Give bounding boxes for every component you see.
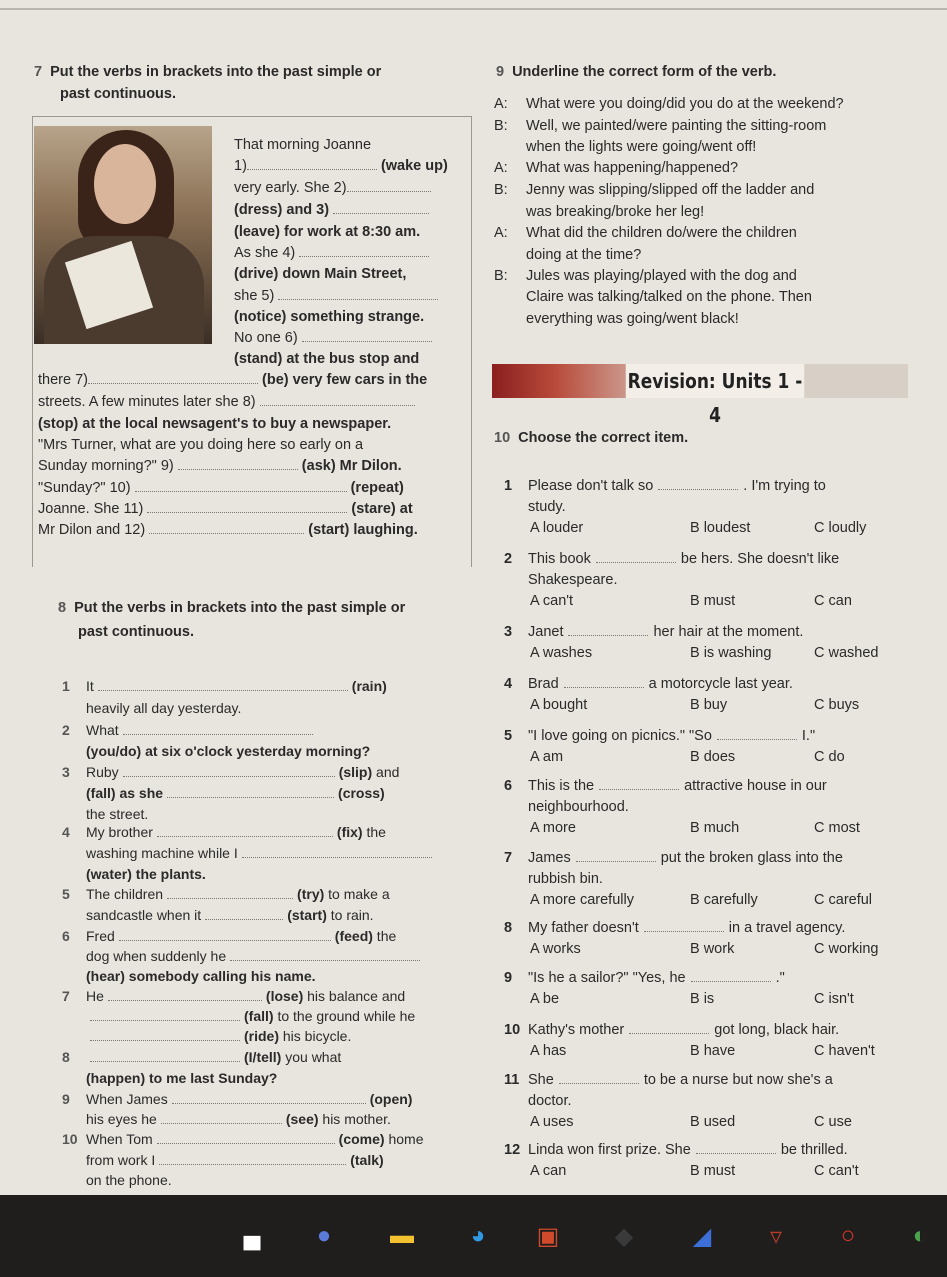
ex10-blank [564, 687, 644, 688]
ex10-item-number: 5 [504, 728, 513, 744]
ex8-verb: (see) [285, 1111, 319, 1127]
ex8-line [62, 946, 467, 967]
ex10-blank [596, 562, 676, 563]
ex8-line [62, 1047, 467, 1068]
ex8-tail: the [372, 928, 397, 944]
ex10-stem: This is the [528, 778, 595, 794]
ex8-verb: (fix) [336, 824, 363, 840]
ex10-option-b: B does [690, 749, 736, 765]
ex8-tail: to the ground while he [273, 1008, 416, 1024]
ex10-option-c: C careful [814, 892, 873, 908]
ex10-stem-cont: doctor. [528, 1093, 572, 1109]
ex10-stem-end: . I'm trying to [743, 478, 826, 494]
ex10-stem-end: got long, black hair. [714, 1022, 840, 1038]
ex10-option-b: B is [690, 991, 715, 1007]
ex10-question [504, 1020, 839, 1041]
ex8-blank [159, 1164, 346, 1165]
ex8-verb: (cross) [338, 785, 385, 801]
ex10-stem: She [528, 1072, 554, 1088]
ex8-blank [90, 1020, 240, 1021]
ex10-option-a: A can't [530, 593, 574, 609]
ex9-text: Claire was talking/talked on the phone. Then [526, 289, 812, 305]
ex8-blank [161, 1123, 282, 1124]
ex10-stem-end: be thrilled. [780, 1142, 848, 1158]
ex10-stem: My father doesn't [528, 920, 639, 936]
ex10-stem-cont: study. [528, 499, 566, 515]
ex10-question [504, 549, 839, 570]
ex8-text: (fall) as she [86, 785, 164, 801]
ex7-title-line1: Put the verbs in brackets into the past simple or [50, 64, 382, 80]
ex9-text: when the lights were going/went off! [526, 139, 757, 155]
story-line: Joanne. She 11) (stare) at [38, 501, 413, 517]
ex10-option-c: C do [814, 749, 845, 765]
ex10-option-c: C buys [814, 697, 860, 713]
ex10-stem: James [528, 850, 571, 866]
ex8-verb: (ride) [244, 1028, 279, 1044]
ex10-option-b: B is washing [690, 645, 772, 661]
ex10-option-a: A more [530, 820, 576, 836]
ex7-title [34, 62, 381, 83]
ex8-blank [123, 776, 335, 777]
ex10-blank [658, 489, 738, 490]
ex10-item-number: 1 [504, 478, 513, 494]
ex10-option-a: A can [530, 1163, 567, 1179]
story-line: "Mrs Turner, what are you doing here so early on a [38, 437, 364, 453]
ex9-text: Well, we painted/were painting the sitting-room [526, 118, 827, 134]
ex8-blank [108, 1000, 262, 1001]
ex8-blank [167, 898, 293, 899]
app-icon[interactable]: ◆ [614, 1222, 634, 1250]
ex10-stem: Kathy's mother [528, 1022, 625, 1038]
ex8-line [62, 762, 467, 783]
ex10-option-a: A louder [530, 520, 584, 536]
ex8-number: 8 [58, 600, 67, 616]
ex10-stem-end: to be a nurse but now she's a [643, 1072, 833, 1088]
ex9-speaker: B: [494, 118, 508, 134]
edge-icon[interactable]: ◕ [470, 1222, 486, 1249]
ex9-line [494, 287, 812, 308]
ex9-text: What did the children do/were the children [526, 225, 797, 241]
ex10-question [504, 1140, 848, 1161]
ex8-verb: (come) [338, 1131, 385, 1147]
ex8-tail: his bicycle. [279, 1028, 352, 1044]
ex9-title: 9 Underline the correct form of the verb. [496, 64, 777, 80]
ex8-line [62, 741, 467, 762]
ex8-line [62, 676, 467, 697]
ex8-blank [167, 797, 334, 798]
ex10-title: 10 Choose the correct item. [494, 430, 689, 446]
ex8-line [62, 1150, 467, 1171]
ex8-tail: his mother. [318, 1111, 391, 1127]
ex8-item-number: 9 [62, 1091, 70, 1107]
story-line: Mr Dilon and 12) (start) laughing. [38, 522, 418, 538]
ex8-line [62, 926, 467, 947]
ex10-blank [696, 1153, 776, 1154]
ex10-option-c: C can't [814, 1163, 859, 1179]
ex10-question [504, 476, 826, 497]
ex8-blank [172, 1103, 366, 1104]
ex8-tail: to rain. [326, 907, 374, 923]
ex10-number: 10 [494, 430, 511, 446]
ex10-option-b: B loudest [690, 520, 751, 536]
ex10-blank [559, 1083, 639, 1084]
ex10-stem-end: a motorcycle last year. [648, 676, 793, 692]
file-explorer-icon[interactable]: ▬ [390, 1222, 414, 1249]
ex10-option-b: B work [690, 941, 735, 957]
ex8-line [62, 783, 467, 804]
ex9-speaker: A: [494, 96, 508, 112]
ex8-text: Fred [86, 928, 115, 944]
ex8-verb: (start) [287, 907, 327, 923]
ex8-item-number: 5 [62, 886, 70, 902]
ex8-text: (water) the plants. [86, 866, 206, 882]
taskview-icon[interactable]: ▄ [243, 1222, 261, 1249]
ex8-text: The children [86, 886, 164, 902]
ex7-number: 7 [34, 64, 43, 80]
ex8-line [62, 1089, 467, 1110]
ex10-stem-cont: Shakespeare. [528, 572, 618, 588]
ex9-line [494, 266, 797, 287]
meet-icon[interactable]: ● [316, 1222, 332, 1249]
ex9-line [494, 180, 814, 201]
ex8-tail: you what [281, 1049, 342, 1065]
ex8-text: (hear) somebody calling his name. [86, 968, 316, 984]
ex10-option-a: A works [530, 941, 581, 957]
ex10-stem: "I love going on picnics." "So [528, 728, 712, 744]
ex8-text: When James [86, 1091, 168, 1107]
ex9-line [494, 94, 844, 115]
ex10-question [504, 726, 815, 747]
story-line: Sunday morning?" 9) (ask) Mr Dilon. [38, 458, 402, 474]
ex10-item-number: 6 [504, 778, 513, 794]
ex8-verb: (fall) [244, 1008, 274, 1024]
ex8-line [62, 884, 467, 905]
ex9-line [494, 137, 756, 158]
ex10-question [504, 674, 793, 695]
ex8-line [62, 1129, 467, 1150]
ex10-option-b: B must [690, 1163, 736, 1179]
ex9-text: Jenny was slipping/slipped off the ladder and [526, 182, 815, 198]
ex8-blank [242, 857, 432, 858]
ex8-verb: (talk) [350, 1152, 384, 1168]
ex8-text: He [86, 988, 104, 1004]
ex10-option-b: B must [690, 593, 736, 609]
ex8-blank [90, 1061, 240, 1062]
ex8-blank [205, 919, 283, 920]
ex8-text: (you/do) at six o'clock yesterday morning? [86, 743, 371, 759]
ex8-title: 8 Put the verbs in brackets into the past simple or [58, 600, 406, 616]
ex8-line [62, 1068, 467, 1089]
ex10-blank [717, 739, 797, 740]
story-line: That morning Joanne [234, 137, 372, 153]
ex10-item-number: 7 [504, 850, 513, 866]
story-line: there 7) (be) very few cars in the [38, 372, 428, 388]
ex8-text: from work I [86, 1152, 156, 1168]
ex8-text: What [86, 722, 119, 738]
ex8-text: sandcastle when it [86, 907, 202, 923]
ex9-line [494, 116, 826, 137]
ex10-blank [629, 1033, 709, 1034]
woman-photo [34, 126, 212, 344]
ex10-item-number: 4 [504, 676, 513, 692]
opera-icon[interactable]: ○ [840, 1222, 856, 1249]
ex8-tail: and [372, 764, 400, 780]
ex8-line [62, 1170, 467, 1191]
ex9-speaker: A: [494, 160, 508, 176]
ex8-blank [123, 734, 313, 735]
ex9-line [494, 158, 738, 179]
store-icon[interactable]: ▣ [536, 1222, 560, 1250]
ex8-tail: his balance and [303, 988, 406, 1004]
ex8-title-line2: past continuous. [78, 624, 194, 640]
ex10-option-c: C washed [814, 645, 879, 661]
ex10-blank [691, 981, 771, 982]
ex9-line [494, 223, 797, 244]
ex8-verb: (slip) [338, 764, 373, 780]
ex7-title-line2: past continuous. [60, 86, 176, 102]
story-line: 1) (wake up) [234, 158, 448, 174]
ex10-stem: "Is he a sailor?" "Yes, he [528, 970, 686, 986]
story-line: (stop) at the local newsagent's to buy a newspaper. [38, 416, 392, 432]
ex8-line [62, 986, 467, 1007]
ex10-stem-end: put the broken glass into the [660, 850, 843, 866]
ex8-verb: (I/tell) [244, 1049, 282, 1065]
ex8-text: washing machine while I [86, 845, 238, 861]
ex8-line [62, 905, 467, 926]
ex10-stem-cont: neighbourhood. [528, 799, 629, 815]
ex10-blank [576, 861, 656, 862]
ex8-verb: (feed) [334, 928, 373, 944]
ex8-tail: the [362, 824, 386, 840]
ex10-stem: Please don't talk so [528, 478, 654, 494]
ex10-option-b: B used [690, 1114, 736, 1130]
ex10-item-number: 9 [504, 970, 513, 986]
ex8-blank [157, 1143, 335, 1144]
story-line: (notice) something strange. [234, 309, 425, 325]
chrome-icon[interactable]: ◐ [912, 1222, 928, 1249]
ex9-text: doing at the time? [526, 247, 642, 263]
ex8-blank [90, 1040, 240, 1041]
ex10-option-c: C haven't [814, 1043, 875, 1059]
app-tile-icon[interactable]: ◢ [692, 1222, 712, 1250]
ex8-verb: (lose) [265, 988, 304, 1004]
ex10-item-number: 3 [504, 624, 513, 640]
ex8-line [62, 1109, 467, 1130]
ex8-blank [157, 836, 333, 837]
ex10-stem-end: I." [801, 728, 816, 744]
ex10-question [504, 1070, 833, 1091]
ex10-stem: Brad [528, 676, 559, 692]
story-line: As she 4) [234, 243, 429, 264]
ex10-option-c: C isn't [814, 991, 854, 1007]
ex8-line [62, 864, 467, 885]
ex10-option-b: B carefully [690, 892, 758, 908]
ex10-blank [568, 635, 648, 636]
ex10-item-number: 11 [504, 1072, 520, 1088]
ex10-question [504, 848, 843, 869]
ex10-item-number: 10 [504, 1022, 521, 1038]
ex10-question [504, 918, 845, 939]
ex10-option-a: A more carefully [530, 892, 634, 908]
ex9-text: Jules was playing/played with the dog and [526, 268, 797, 284]
ex8-blank [230, 960, 420, 961]
story-line: she 5) [234, 286, 438, 307]
story-line: "Sunday?" 10) (repeat) [38, 480, 404, 496]
mail-icon[interactable]: ▿ [769, 1222, 783, 1250]
ex10-stem-end: her hair at the moment. [653, 624, 804, 640]
ex8-line [62, 1006, 467, 1027]
ex8-item-number: 6 [62, 928, 70, 944]
ex8-text: My brother [86, 824, 153, 840]
ex10-option-b: B buy [690, 697, 728, 713]
ex9-number: 9 [496, 64, 505, 80]
ex8-verb: (rain) [351, 678, 387, 694]
ex8-text: heavily all day yesterday. [86, 700, 242, 716]
ex10-option-c: C most [814, 820, 860, 836]
ex8-text: on the phone. [86, 1172, 172, 1188]
ex8-text: Ruby [86, 764, 119, 780]
ex8-item-number: 1 [62, 678, 70, 694]
ex8-text: the street. [86, 806, 149, 822]
ex8-blank [119, 940, 331, 941]
ex10-option-a: A bought [530, 697, 588, 713]
ex10-option-c: C working [814, 941, 879, 957]
story-line: very early. She 2) [234, 178, 431, 199]
ex10-option-c: C use [814, 1114, 852, 1130]
revision-title: Revision: Units 1 - 4 [626, 364, 805, 398]
ex10-stem-end: ." [775, 970, 785, 986]
ex10-item-number: 8 [504, 920, 513, 936]
page-top-rule [0, 8, 947, 10]
ex10-blank [599, 789, 679, 790]
ex8-item-number: 7 [62, 988, 70, 1004]
ex8-item-number: 3 [62, 764, 70, 780]
story-line: (leave) for work at 8:30 am. [234, 224, 421, 240]
ex9-text: What was happening/happened? [526, 160, 739, 176]
ex9-speaker: B: [494, 182, 508, 198]
ex8-line [62, 822, 467, 843]
ex10-stem: Janet [528, 624, 564, 640]
ex9-line [494, 202, 704, 223]
ex10-stem-end: in a travel agency. [728, 920, 846, 936]
ex10-stem-end: be hers. She doesn't like [680, 551, 840, 567]
ex8-line [62, 1026, 467, 1047]
ex10-option-b: B have [690, 1043, 736, 1059]
ex10-stem: Linda won first prize. She [528, 1142, 691, 1158]
ex9-line [494, 309, 739, 330]
ex8-verb: (try) [297, 886, 325, 902]
ex10-option-b: B much [690, 820, 740, 836]
ex8-item-number: 8 [62, 1049, 70, 1065]
ex10-question [504, 776, 827, 797]
ex10-stem-cont: rubbish bin. [528, 871, 603, 887]
ex9-line [494, 245, 641, 266]
story-line: No one 6) [234, 328, 432, 349]
ex8-line [62, 698, 467, 719]
ex8-item-number: 2 [62, 722, 70, 738]
ex10-item-number: 12 [504, 1142, 521, 1158]
ex8-line [62, 843, 467, 864]
ex8-text: dog when suddenly he [86, 948, 227, 964]
ex8-item-number: 4 [62, 824, 70, 840]
ex9-text: everything was going/went black! [526, 311, 739, 327]
ex8-tail: home [384, 1131, 424, 1147]
story-line: streets. A few minutes later she 8) [38, 392, 415, 413]
ex8-item-number: 10 [62, 1131, 78, 1147]
ex10-item-number: 2 [504, 551, 513, 567]
ex8-text: (happen) to me last Sunday? [86, 1070, 278, 1086]
ex9-text: What were you doing/did you do at the weekend? [526, 96, 844, 112]
ex10-option-a: A am [530, 749, 564, 765]
ex10-option-a: A uses [530, 1114, 574, 1130]
ex10-question [504, 968, 785, 989]
ex10-option-c: C loudly [814, 520, 867, 536]
ex10-stem-end: attractive house in our [684, 778, 827, 794]
ex8-line [62, 966, 467, 987]
ex8-verb: (open) [369, 1091, 413, 1107]
ex10-option-a: A has [530, 1043, 567, 1059]
story-line: (stand) at the bus stop and [234, 351, 420, 367]
ex8-line [62, 720, 467, 741]
ex10-option-a: A washes [530, 645, 593, 661]
ex8-text: When Tom [86, 1131, 153, 1147]
ex8-text: his eyes he [86, 1111, 157, 1127]
story-line: (drive) down Main Street, [234, 266, 407, 282]
ex10-stem: This book [528, 551, 591, 567]
ex8-blank [98, 690, 348, 691]
ex10-option-a: A be [530, 991, 560, 1007]
ex9-speaker: A: [494, 225, 508, 241]
ex8-tail: to make a [324, 886, 390, 902]
ex8-text: It [86, 678, 94, 694]
ex10-option-c: C can [814, 593, 852, 609]
ex9-text: was breaking/broke her leg! [526, 204, 705, 220]
ex9-speaker: B: [494, 268, 508, 284]
ex10-question [504, 622, 803, 643]
story-line: (dress) and 3) [234, 200, 429, 221]
ex10-blank [644, 931, 724, 932]
